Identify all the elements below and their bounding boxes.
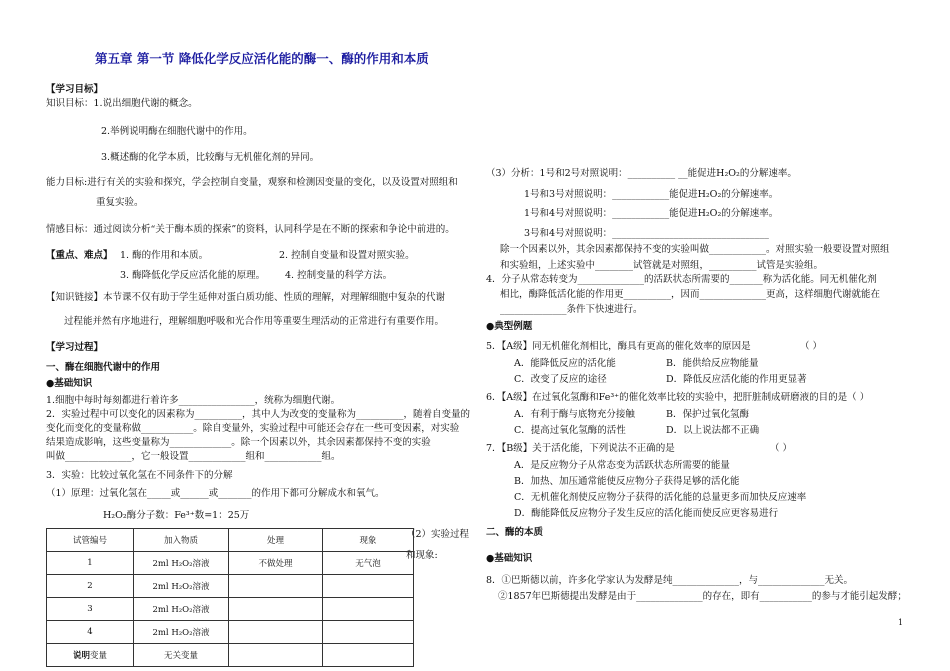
analysis-1: （3）分析：1号和2号对照说明：__________ __能促进H₂O₂的分解速率。 bbox=[486, 168, 797, 179]
example-7-paren: （ ） bbox=[770, 443, 793, 454]
table-header: 试管编号 bbox=[47, 529, 134, 552]
analysis-5: 除一个因素以外，其余因素都保持不变的实验叫做____________。对照实验一般要设置对照组 bbox=[500, 244, 890, 255]
analysis-4: 3号和4号对照说明：_________________________________ bbox=[524, 228, 769, 239]
question-1: 1.细胞中每时每刻都进行着许多________________，统称为细胞代谢。 bbox=[46, 395, 341, 406]
question-4-line-1: 4．分子从常态转变为______________的活跃状态所需要的_______称为活化能。同无机催化剂 bbox=[486, 274, 877, 285]
table-cell: 无关变量 bbox=[134, 644, 229, 667]
knowledge-link-2: 过程能并然有序地进行，理解细胞呼吸和光合作用等重要生理活动的正常进行有重要作用。 bbox=[64, 316, 445, 327]
knowledge-link-1: 【知识链接】本节课不仅有助于学生延伸对蛋白质功能、性质的理解，对理解细胞中复杂的代谢 bbox=[46, 292, 446, 303]
table-cell bbox=[323, 598, 414, 621]
table-cell bbox=[229, 598, 323, 621]
note-label: 说明 bbox=[72, 651, 90, 661]
ability-goal-1: 能力目标:进行有关的实验和探究，学会控制自变量，观察和检测因变量的变化，以及设置对照组和 bbox=[46, 177, 458, 188]
table-cell: 2ml H₂O₂溶液 bbox=[134, 552, 229, 575]
table-cell bbox=[47, 644, 134, 667]
emotion-goal: 情感目标：通过阅读分析“关于酶本质的探索”的资料，认同科学是在不断的探索和争论中前进的。 bbox=[46, 224, 455, 235]
ability-goal-2: 重复实验。 bbox=[96, 197, 144, 208]
table-cell: 2ml H₂O₂溶液 bbox=[134, 575, 229, 598]
typical-examples-label: ●典型例题 bbox=[486, 321, 533, 332]
example-7-option-a: A．是反应物分子从常态变为活跃状态所需要的能量 bbox=[514, 460, 730, 471]
question-4-line-2: 相比，酶降低活化能的作用更__________，因而______________更高，这样细胞代谢就能在 bbox=[500, 289, 881, 300]
question-3: 3．实验：比较过氧化氢在不同条件下的分解 bbox=[46, 470, 233, 481]
question-8-line-2: ②1857年巴斯德提出发酵是由于______________的存在，即有___________的参与才能引起发酵； bbox=[498, 591, 907, 602]
page-number: 1 bbox=[898, 618, 904, 627]
table-header: 现象 bbox=[323, 529, 414, 552]
table-cell: 2ml H₂O₂溶液 bbox=[134, 598, 229, 621]
procedure-label-1: （2）实验过程 bbox=[406, 529, 470, 540]
ratio-text: H₂O₂酶分子数：Fe³⁺数=1：25万 bbox=[103, 510, 250, 521]
table-cell: 无气泡 bbox=[323, 552, 414, 575]
question-2-line-2: 变化而变化的变量称做___________。除自变量外，实验过程中可能还会存在一些可变因素，对实验 bbox=[46, 423, 460, 434]
knowledge-goal-2: 2.举例说明酶在细胞代谢中的作用。 bbox=[101, 126, 253, 137]
basic-knowledge-label: ●基础知识 bbox=[46, 378, 93, 389]
table-row bbox=[47, 621, 414, 644]
example-7-option-d: D．酶能降低反应物分子发生反应的活化能而使反应更容易进行 bbox=[514, 508, 779, 519]
example-7-option-c: C．无机催化剂使反应物分子获得的活化能的总量更多而加快反应速率 bbox=[514, 492, 807, 503]
analysis-6: 和实验组，上述实验中________试管就是对照组，__________试管是实验组。 bbox=[500, 260, 824, 271]
table-row bbox=[47, 552, 414, 575]
principle: （1）原理：过氧化氢在_____或______或_______的作用下都可分解成水和氧气。 bbox=[46, 488, 385, 499]
table-cell bbox=[323, 621, 414, 644]
question-2-line-1: 2．实验过程中可以变化的因素称为__________，其中人为改变的变量称为__________，随着自变量的 bbox=[46, 409, 471, 420]
table-cell bbox=[229, 575, 323, 598]
key-point-3: 3. 酶降低化学反应活化能的原理。 bbox=[120, 270, 266, 281]
example-7: 7．【B级】关于活化能，下列说法不正确的是 bbox=[486, 443, 675, 454]
table-cell: 2 bbox=[47, 575, 134, 598]
table-row bbox=[47, 598, 414, 621]
key-point-4: 4. 控制变量的科学方法。 bbox=[285, 270, 393, 281]
example-7-option-b: B．加热、加压通常能使反应物分子获得足够的活化能 bbox=[514, 476, 740, 487]
page-title: 第五章 第一节 降低化学反应活化能的酶一、酶的作用和本质 bbox=[95, 51, 429, 66]
key-points-label: 【重点、难点】 bbox=[46, 250, 113, 261]
knowledge-goal-1: 知识目标：1.说出细胞代谢的概念。 bbox=[46, 98, 198, 109]
table-cell: 不做处理 bbox=[229, 552, 323, 575]
example-6-option-b: B．保护过氧化氢酶 bbox=[666, 409, 749, 420]
key-point-1: 1. 酶的作用和本质。 bbox=[120, 250, 209, 261]
question-2-line-3: 结果造成影响，这些变量称为_____________。除一个因素以外，其余因素都保持不变的实验 bbox=[46, 437, 431, 448]
question-4-line-3: ______________条件下快速进行。 bbox=[500, 304, 643, 315]
basic-knowledge-label-2: ●基础知识 bbox=[486, 553, 533, 564]
table-cell bbox=[229, 644, 323, 667]
question-2-line-4: 叫做______________，它一般设置____________组和____________组。 bbox=[46, 451, 341, 462]
process-heading: 【学习过程】 bbox=[46, 342, 104, 353]
table-cell bbox=[323, 575, 414, 598]
table-cell: 3 bbox=[47, 598, 134, 621]
table-row bbox=[47, 575, 414, 598]
goal-heading: 【学习目标】 bbox=[46, 84, 104, 95]
table-row bbox=[47, 644, 414, 667]
example-5: 5．【A级】同无机催化剂相比，酶具有更高的催化效率的原因是 bbox=[486, 341, 751, 352]
section-1-heading: 一、酶在细胞代谢中的作用 bbox=[46, 362, 161, 373]
table-cell: 1 bbox=[47, 552, 134, 575]
experiment-table bbox=[46, 528, 414, 667]
question-8-line-1: 8．①巴斯德以前，许多化学家认为发酵是纯______________，与______________无关。 bbox=[486, 575, 854, 586]
table-header: 加入物质 bbox=[134, 529, 229, 552]
table-cell bbox=[229, 621, 323, 644]
key-point-2: 2. 控制自变量和设置对照实验。 bbox=[279, 250, 415, 261]
example-5-option-d: D．降低反应活化能的作用更显著 bbox=[666, 374, 807, 385]
analysis-2: 1号和3号对照说明：____________能促进H₂O₂的分解速率。 bbox=[524, 189, 779, 200]
note-text: 变量 bbox=[90, 651, 108, 661]
table-cell: 4 bbox=[47, 621, 134, 644]
example-5-paren: （ ） bbox=[800, 341, 823, 352]
example-6: 6．【A级】在过氧化氢酶和Fe³⁺的催化效率比较的实验中，把肝脏制成研磨液的目的是（ ） bbox=[486, 392, 870, 403]
analysis-3: 1号和4号对照说明：____________能促进H₂O₂的分解速率。 bbox=[524, 208, 779, 219]
example-6-option-d: D．以上说法都不正确 bbox=[666, 425, 760, 436]
example-5-option-b: B．能供给反应物能量 bbox=[666, 358, 759, 369]
example-6-option-c: C．提高过氧化氢酶的活性 bbox=[514, 425, 626, 436]
example-5-option-c: C．改变了反应的途径 bbox=[514, 374, 607, 385]
example-5-option-a: A．能降低反应的活化能 bbox=[514, 358, 616, 369]
table-header-row bbox=[47, 529, 414, 552]
example-6-option-a: A．有利于酶与底物充分接触 bbox=[514, 409, 635, 420]
table-cell bbox=[323, 644, 414, 667]
section-2-heading: 二、酶的本质 bbox=[486, 527, 544, 538]
table-cell: 2ml H₂O₂溶液 bbox=[134, 621, 229, 644]
knowledge-goal-3: 3.概述酶的化学本质，比较酶与无机催化剂的异同。 bbox=[101, 152, 320, 163]
procedure-label-2: 和现象: bbox=[406, 550, 438, 561]
table-header: 处理 bbox=[229, 529, 323, 552]
